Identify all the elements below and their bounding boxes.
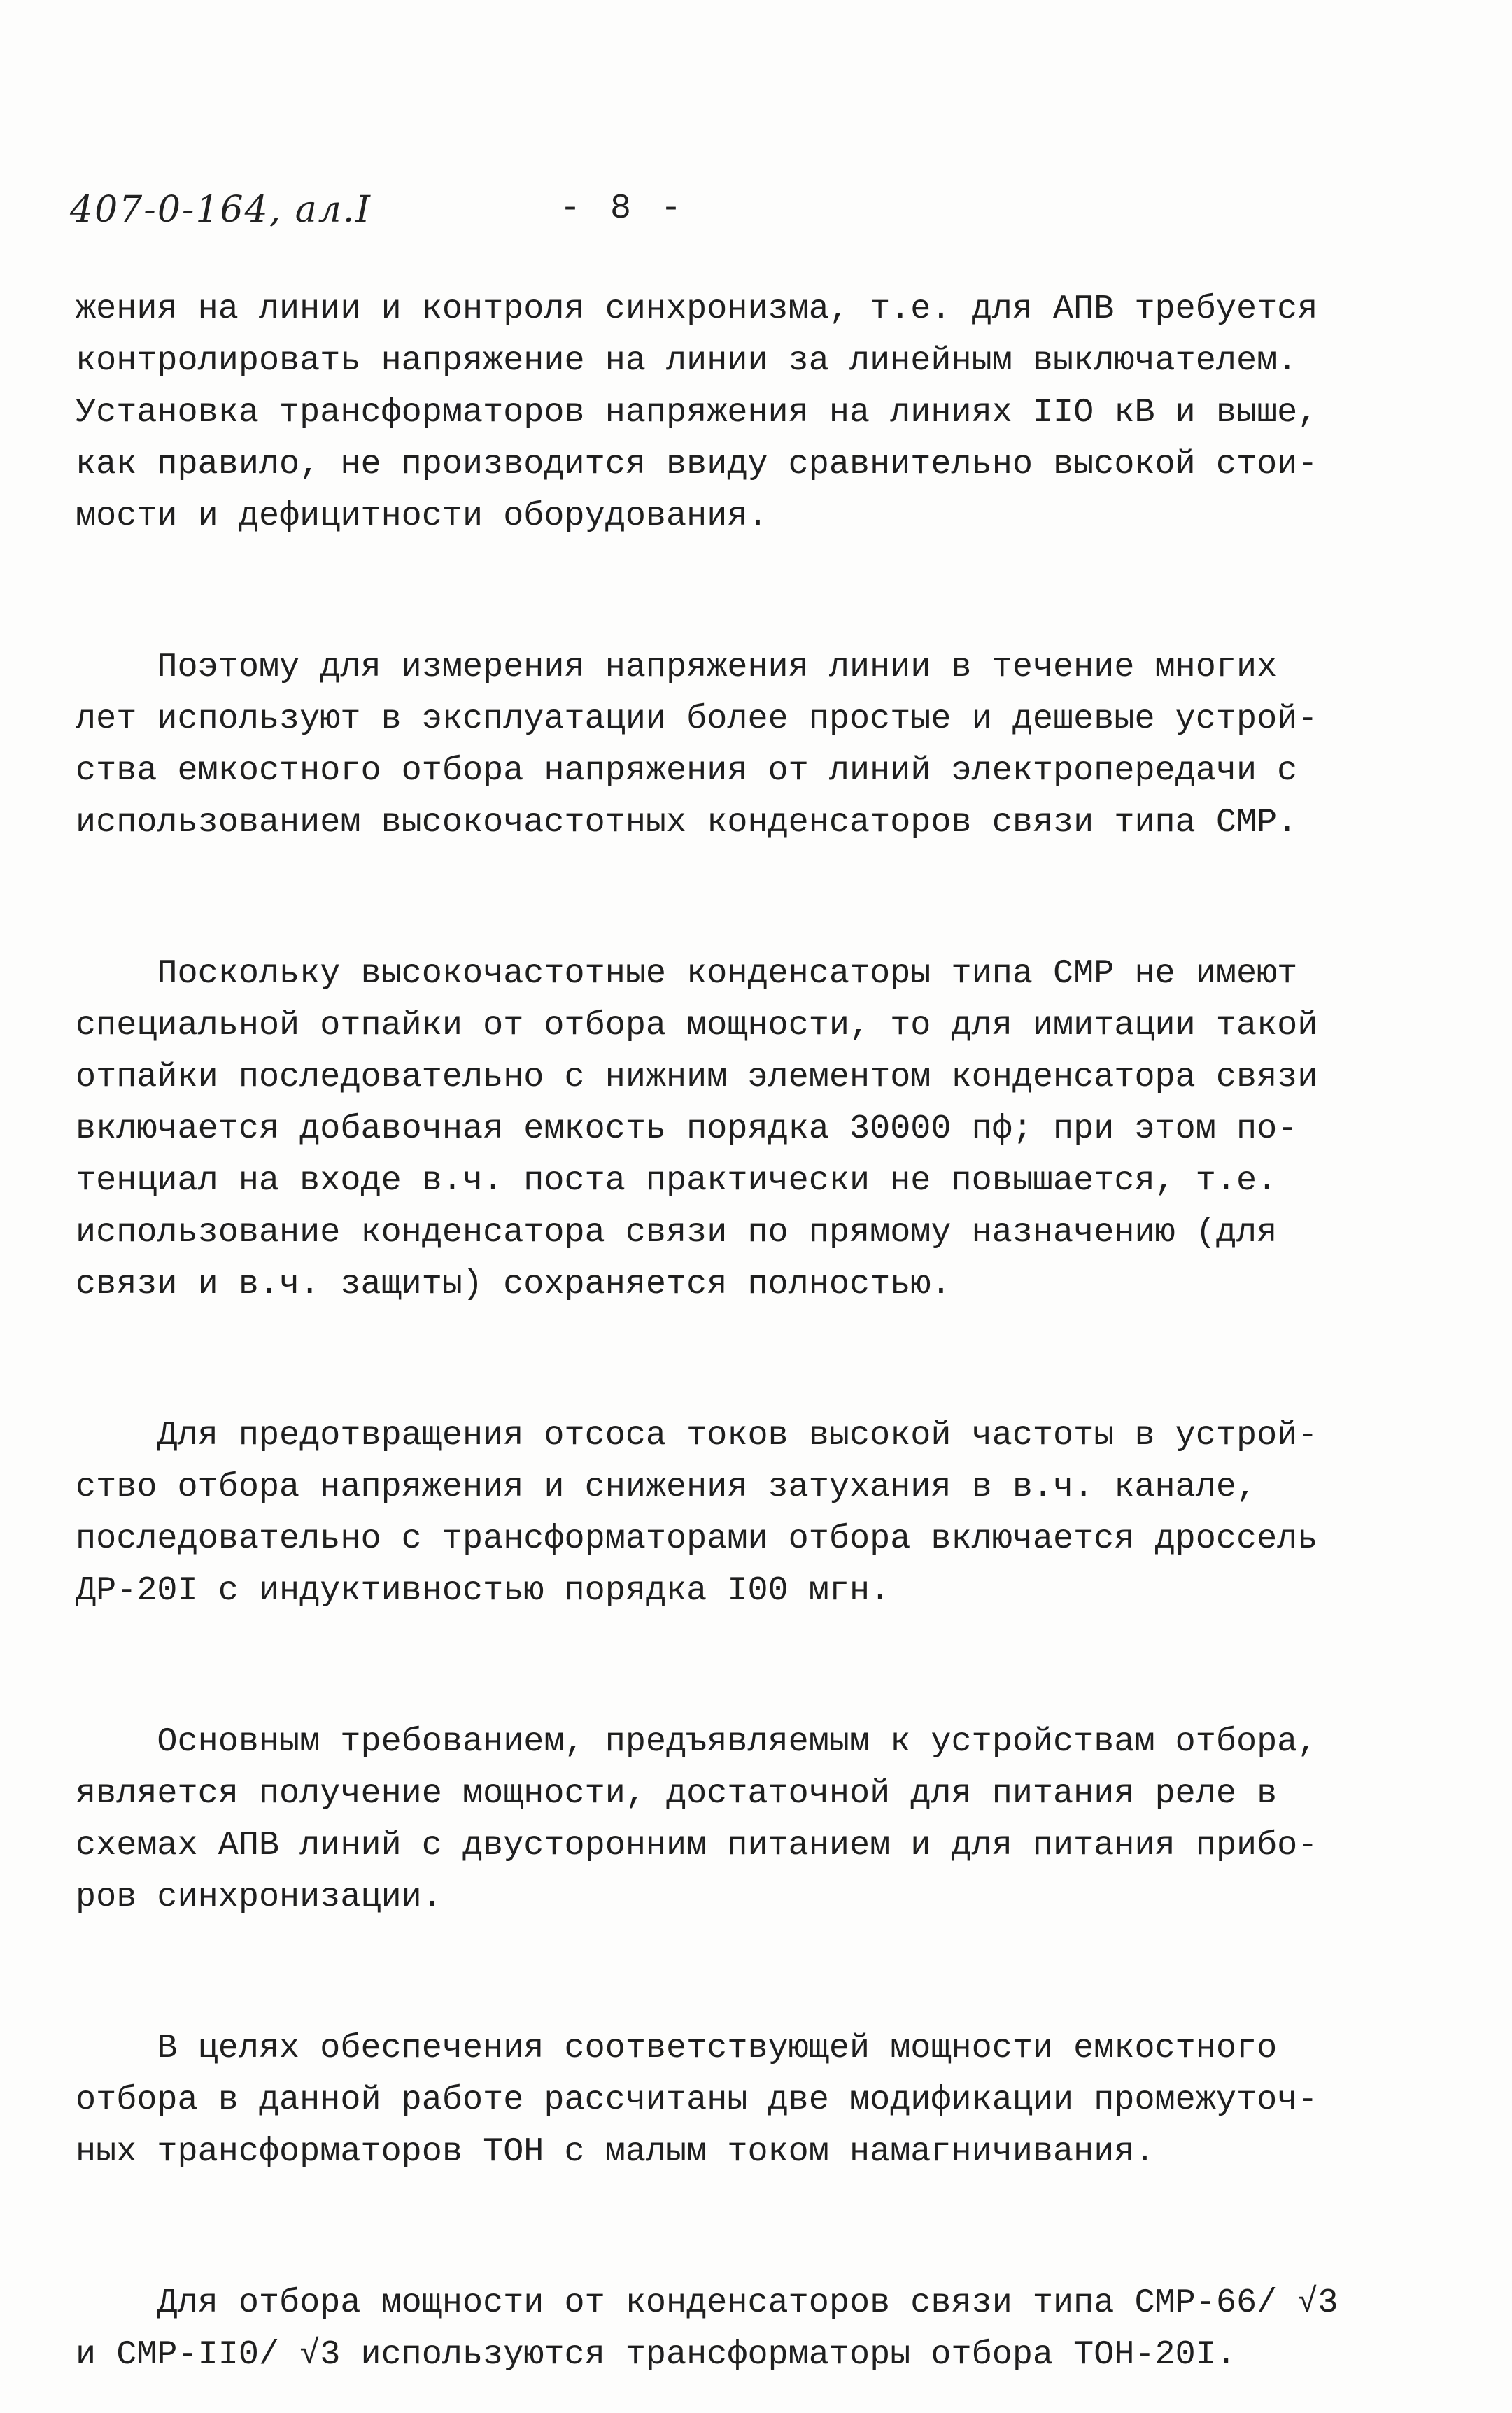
text-line: тенциал на входе в.ч. поста практически не повышается, т.е. xyxy=(76,1161,1278,1200)
text-line: и СМР-II0/ √3 используются трансформаторы отбора ТОН-20I. xyxy=(76,2335,1236,2374)
text-line: отбора в данной работе рассчитаны две модификации промежуточ- xyxy=(76,2081,1318,2119)
text-line: В целях обеспечения соответствующей мощности емкостного xyxy=(76,2029,1278,2067)
text-line: последовательно с трансформаторами отбора включается дроссель xyxy=(76,1520,1318,1558)
page-header xyxy=(70,189,1399,245)
text-line: как правило, не производится ввиду сравнительно высокой стои- xyxy=(76,445,1318,483)
paragraph-4 xyxy=(76,1410,1405,1617)
page-number: - 8 - xyxy=(560,189,686,229)
paragraph-5 xyxy=(76,1716,1405,1923)
paragraph-gap xyxy=(76,542,1405,642)
text-line: связи и в.ч. защиты) сохраняется полностью. xyxy=(76,1265,952,1303)
text-line: Для предотвращения отсоса токов высокой частоты в устрой- xyxy=(76,1416,1318,1455)
body-text xyxy=(76,283,1405,2381)
paragraph-7 xyxy=(76,2277,1405,2381)
document-code: 407-0-164, ал.I xyxy=(70,189,372,231)
text-line: использованием высокочастотных конденсаторов связи типа СМР. xyxy=(76,803,1298,842)
paragraph-gap xyxy=(76,849,1405,948)
text-line: Поскольку высокочастотные конденсаторы типа СМР не имеют xyxy=(76,954,1298,993)
text-line: жения на линии и контроля синхронизма, т.е. для АПВ требуется xyxy=(76,290,1318,328)
paragraph-gap xyxy=(76,2178,1405,2277)
text-line: Установка трансформаторов напряжения на линиях IIO кВ и выше, xyxy=(76,393,1318,432)
paragraph-gap xyxy=(76,1617,1405,1716)
text-line: ров синхронизации. xyxy=(76,1878,442,1916)
text-line: контролировать напряжение на линии за линейным выключателем. xyxy=(76,341,1298,380)
text-line: ДР-20I с индуктивностью порядка I00 мгн. xyxy=(76,1571,891,1610)
paragraph-2 xyxy=(76,642,1405,849)
paragraph-1 xyxy=(76,283,1405,542)
text-line: является получение мощности, достаточной для питания реле в xyxy=(76,1774,1278,1813)
paragraph-3 xyxy=(76,948,1405,1310)
paragraph-gap xyxy=(76,1923,1405,2023)
text-line: использование конденсатора связи по прямому назначению (для xyxy=(76,1213,1278,1252)
text-line: лет используют в эксплуатации более простые и дешевые устрой- xyxy=(76,700,1318,738)
text-line: схемах АПВ линий с двусторонним питанием и для питания прибо- xyxy=(76,1826,1318,1864)
text-line: ных трансформаторов ТОН с малым током намагничивания. xyxy=(76,2132,1155,2171)
text-line: ство отбора напряжения и снижения затухания в в.ч. канале, xyxy=(76,1468,1257,1506)
paragraph-gap xyxy=(76,1310,1405,1410)
text-line: Основным требованием, предъявляемым к устройствам отбора, xyxy=(76,1722,1318,1761)
text-line: ства емкостного отбора напряжения от линий электропередачи с xyxy=(76,751,1298,790)
text-line: Для отбора мощности от конденсаторов связи типа СМР-66/ √3 xyxy=(76,2284,1338,2322)
text-line: отпайки последовательно с нижним элементом конденсатора связи xyxy=(76,1058,1318,1096)
text-line: специальной отпайки от отбора мощности, то для имитации такой xyxy=(76,1006,1318,1045)
text-line: мости и дефицитности оборудования. xyxy=(76,497,768,535)
text-line: включается добавочная емкость порядка 30000 пф; при этом по- xyxy=(76,1110,1298,1148)
text-line: Поэтому для измерения напряжения линии в течение многих xyxy=(76,648,1278,686)
paragraph-6 xyxy=(76,2023,1405,2178)
